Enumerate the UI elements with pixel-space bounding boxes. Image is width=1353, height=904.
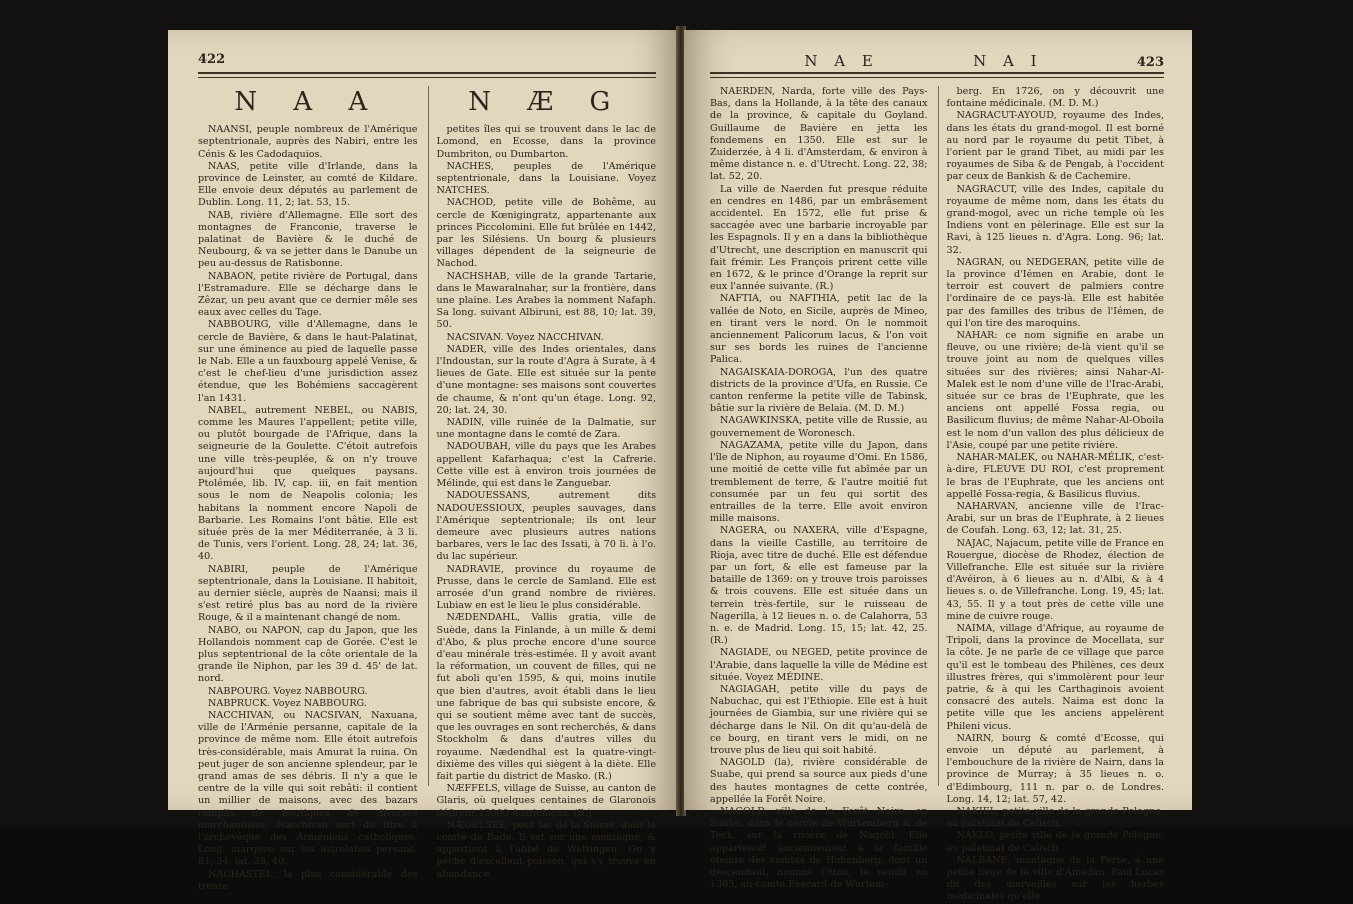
running-head-nai: N A I: [973, 52, 1043, 70]
dictionary-entry: NÆDENDAHL, Vallis gratia, ville de Suède, dans la Finlande, à un mille & demi d'Abo, & plus proche encore d'une source d'eau minérale très-estimée. Il y avoit avant la réformation, un couvent de filles, qui ne fut aboli qu'en 1595, & qui, moins inutile que bien d'autres, avoit établi dans le lieu une fabrique de bas qui subsiste encore, & qui se soutient même avec tant de succès, que les ouvrages en sont recherchés, & dans Stockholm & dans d'autres villes du royaume. Nædendhal est la quatre-vingt-dixième des villes qui siègent à la diète. Elle fait partie du district de Masko. (R.): [436, 612, 656, 782]
dictionary-entry: NALBANE, montagne de la Perse, à une petite lieue de la ville d'Amadan. Paul Lucas dit des merveilles sur les herbes médicinales qu'elle: [946, 854, 1164, 903]
dictionary-entry: NÆGELSEE, petit lac de la Suisse, dans le comté de Bade. Il est sur une montagne, & appartient à l'abbé de Wettingen. On y pêche d'excellent poisson, qui s'y trouve en abondance.: [436, 819, 656, 880]
right-page-columns: [710, 86, 1164, 903]
dictionary-entry: NAHARVAN, ancienne ville de l'Irac-Arabi, sur un bras de l'Euphrate, à 2 lieues de Coufah. Long. 63, 12; lat. 31, 25.: [946, 500, 1164, 537]
dictionary-entry: NABEL, autrement NEBEL, ou NABIS, comme les Maures l'appellent; petite ville, ou plutôt bourgade de l'Afrique, dans la seigneurie de la Goulette. C'étoit autrefois une ville très-peuplée, & on n'y trouve aujourd'hui que quelques paysans. Ptolémée, lib. IV, cap. iii, en fait mention sous le nom de Neapolis colonia; les habitans la nomment encore Napoli de Barbarie. Les Romains l'ont bâtie. Elle est située près de la mer Méditerranée, à 3 li. de Tunis, vers l'orient. Long. 28, 24; lat. 36, 40.: [198, 404, 418, 563]
left-page-number: 422: [198, 52, 226, 67]
dictionary-entry: NABPOURG. Voyez NABBOURG.: [208, 685, 368, 697]
dictionary-entry: NAKLO, petite ville de la grande Pologne, au palatinat de Calisch.: [946, 830, 1164, 854]
dictionary-entry: NADOUBAH, ville du pays que les Arabes appellent Kafarhaqua; c'est la Cafrerie. Cette ville est à environ trois journées de Mélinde, qui est dans le Zanguebar.: [436, 441, 656, 490]
entry-list: [947, 86, 1165, 904]
dictionary-entry: NABO, ou NAPON, cap du Japon, que les Hollandois nomment cap de Gorée. C'est le plus septentrional de la côte orientale de la grande île Niphon, par les 39 d. 45' de lat. nord.: [198, 624, 418, 685]
dictionary-entry: NAGERA, ou NAXERA, ville d'Espagne, dans la vieille Castille, au territoire de Rioja, avec titre de duché. Elle est défendue par un fort, & elle est fameuse par la bataille de 1369: on y trouve trois paroisses & trois couvens. Elle est située dans un terrein très-fertile, sur le ruisseau de Nagerilla, à 12 lieues n. o. de Calahorra, 53 n. e. de Madrid. Long. 15, 15; lat. 42, 25. (R.): [710, 525, 928, 647]
dictionary-entry: NADER, ville des Indes orientales, dans l'Indoustan, sur la route d'Agra à Surate, à 4 lieues de Gate. Elle est située sur la pente d'une montagne: ses maisons sont couvertes de chaume, & n'ont qu'un étage. Long. 92, 20; lat. 24, 30.: [436, 343, 656, 416]
left-page-col-2: [428, 86, 657, 880]
dictionary-entry: NAHAR: ce nom signifie en arabe un fleuve, ou une rivière; de-là vient qu'il se trouve joint au nom de quelques villes situées sur des rivières; ainsi Nahar-Al-Malek est le nom d'une ville de l'Irac-Arabi, située sur ce bras de l'Euphrate, que les anciens ont appellé Fossa regia, ou Basilicum fluvius; de même Nahar-Al-Oboila est le nom d'un vallon des plus délicieux de l'Asie, coupé par une petite rivière.: [946, 330, 1164, 451]
dictionary-entry: NACHASTEL, la plus considérable des trente: [198, 868, 418, 892]
section-heading-naeg: N Æ G: [468, 87, 625, 117]
left-running-head: [198, 52, 656, 74]
running-head-nae: N A E: [804, 52, 879, 70]
dictionary-entry: NAANSI, peuple nombreux de l'Amérique septentrionale, auprès des Nabiri, entre les Cénis & les Cadodaquios.: [198, 124, 418, 160]
dictionary-entry: NAIMA, village d'Afrique, au royaume de Tripoli, dans la province de Mocellata, sur la côte. Je ne parle de ce village que parce qu'il est le tombeau des Philènes, ces deux illustres frères, qui s'immolèrent pour leur patrie, & à qui les Carthaginois avoient consacré des autels. Naima est donc la petite ville que les anciens appelèrent Phileni vicus.: [946, 622, 1164, 732]
dictionary-entry: La ville de Naerden fut presque réduite en cendres en 1486, par un embrâsement accidentel. En 1572, elle fut prise & saccagée avec une barbarie incroyable par les Espagnols. Il y en a dans la bibliothèque d'Utrecht, une description en manuscrit qui fait frémir. Les François prirent cette ville en 1672, & le prince d'Orange la reprit sur eux l'année suivante. (R.): [710, 183, 928, 293]
dictionary-entry: NADRAVIE, province du royaume de Prusse, dans le cercle de Samland. Elle est arrosée d'un grand nombre de rivières. Lubiaw en est le lieu le plus considérable.: [436, 563, 656, 612]
right-page: [684, 30, 1192, 903]
dictionary-entry: NAB, rivière d'Allemagne. Elle sort des montagnes de Franconie, traverse le palatinat de Bavière & le duché de Neubourg, & va se jetter dans le Danube un peu au-dessus de Ratisbonne.: [198, 209, 418, 270]
entry-list: [710, 86, 928, 891]
dictionary-entry: NAGRACUT, ville des Indes, capitale du royaume de même nom, dans les états du grand-mogol, avec un riche temple où les Indiens vont en pèlerinage. Elle est sur la Ravi, à 125 lieues n. d'Agra. Long. 96; lat. 32.: [946, 183, 1164, 256]
left-page: [168, 30, 678, 892]
dictionary-entry: NAHAR-MALEK, ou NAHAR-MÉLIK, c'est-à-dire, FLEUVE DU ROI, c'est proprement le bras de l'Euphrate, que les anciens ont appellé Fossa-regia, & Basilicus fluvius.: [946, 452, 1164, 500]
dictionary-entry: NAFTIA, ou NAFTHIA, petit lac de la vallée de Noto, en Sicile, auprès de Mineo, en tirant vers le nord. On le nommoit anciennement Palicorum lacus, & l'on voit sur ses bords les ruines de l'ancienne Palica.: [710, 293, 928, 366]
right-page-col-1: [710, 86, 928, 891]
dictionary-entry: NAGOLD, ville de la Forêt Noire, en Suabe, dans le cercle de Wurtemberg & de Teck, sur la rivière de Nagold. Elle appartenoit anciennement à la famille éteinte des comtes de Hohenberg, dont un descendant, nommé Otton, la vendit en 1363, au comte Everard de Wurtem-: [710, 805, 928, 891]
dictionary-entry: NAIRN, bourg & comté d'Ecosse, qui envoie un député au parlement, à l'embouchure de la rivière de Nairn, dans la province de Murray; à 35 lieues n. o. d'Edimbourg, 111 n. par o. de Londres. Long. 14, 12; lat. 57, 42.: [946, 732, 1164, 805]
dictionary-entry: NAAS, petite ville d'Irlande, dans la province de Leinster, au comté de Kildare. Elle envoie deux députés au parlement de Dublin. Long. 11, 2; lat. 53, 15.: [198, 160, 418, 209]
dictionary-entry: NACSIVAN. Voyez NACCHIVAN.: [446, 331, 604, 343]
left-page-col-1: [198, 86, 418, 892]
dictionary-entry: NADIN, ville ruinée de la Dalmatie, sur une montagne dans le comté de Zara.: [436, 417, 656, 441]
dictionary-entry: NAGRAN, ou NEDGERAN, petite ville de la province d'Iémen en Arabie, dont le terroir est couvert de palmiers contre l'ordinaire de ce pays-là. Elle est habitée par des familles des tribus de l'Iémen, de qui l'on tire des maroquins.: [946, 256, 1164, 329]
right-page-col-2: [938, 86, 1165, 903]
dictionary-entry: NAGOLD (la), rivière considérable de Suabe, qui prend sa source aux pieds d'une des hautes montagnes de cette contrée, appellée la Forêt Noire.: [710, 757, 928, 805]
right-running-head: [710, 52, 1164, 74]
dictionary-entry: NAGIAGAH, petite ville du pays de Nabuchac, qui est l'Ethiopie. Elle est à huit journées de Giambia, sur une rivière qui se décharge dans le Nil. On dit qu'au-delà de ce bourg, en tirant vers le midi, on ne trouve plus de lieu qui soit habité.: [710, 683, 928, 756]
dictionary-entry: NAJAC, Najacum, petite ville de France en Rouergue, diocèse de Rhodez, élection de Villefranche. Elle est située sur la rivière d'Avéiron, à 6 lieues au n. d'Albi, & à 4 lieues s. o. de Villefranche. Long. 19, 45; lat. 43, 55. Il y a tout près de cette ville une mine de cuivre rouge.: [946, 537, 1164, 622]
dictionary-entry: NACCHIVAN, ou NACSIVAN, Naxuana, ville de l'Arménie persanne, capitale de la province de même nom. Elle étoit autrefois très-considérable, mais Amurat la ruina. On peut juger de son ancienne splendeur, par le grand amas de ses débris. Il n'y a que le centre de la ville qui soit rebâti: il contient un millier de maisons, avec des bazars remplis de boutiques de diverses marchandises. Nacchivan sert de titre à l'archevêque des Arméniens catholiques. Long. marquée sur les astrolabes persans, 81, 34; lat. 38, 40.: [198, 709, 418, 868]
dictionary-entry: NAKIEL, petite ville de la grande Pologne, au palatinat de Calisch.: [946, 805, 1164, 830]
entry-list: [437, 124, 657, 881]
entry-list: [198, 124, 418, 893]
left-page-columns: [198, 86, 656, 892]
dictionary-entry: NAGAISKAIA-DOROGA, l'un des quatre districts de la province d'Ufa, en Russie. Ce canton renferme la petite ville de Tabinsk, bâtie sur la rivière de Belaia. (M. D. M.): [710, 366, 928, 415]
head-rule: [710, 74, 1164, 78]
dictionary-entry: petites îles qui se trouvent dans le lac de Lomond, en Ecosse, dans la province Dumbriton, ou Dumbarton.: [436, 124, 656, 160]
dictionary-entry: NADOUESSANS, autrement dits NADOUESSIOUX, peuples sauvages, dans l'Amérique septentrionale; ils ont leur demeure avec plusieurs autres nations barbares, vers le lac des Issati, à 70 li. à l'o. du lac supérieur.: [436, 490, 656, 563]
dictionary-entry: NABPRUCK. Voyez NABBOURG.: [208, 697, 367, 709]
dictionary-entry: NACHES, peuples de l'Amérique septentrionale, dans la Louisiane. Voyez NATCHES.: [436, 160, 656, 197]
dictionary-entry: NABBOURG, ville d'Allemagne, dans le cercle de Bavière, & dans le haut-Palatinat, sur une éminence au pied de laquelle passe le Nab. Elle a un fauxbourg appelé Venise, & c'est le chef-lieu d'une jurisdiction assez étendue, que les Bohémiens saccagèrent l'an 1431.: [198, 319, 418, 404]
dictionary-entry: NAERDEN, Narda, forte ville des Pays-Bas, dans la Hollande, à la tête des canaux de la province, & capitale du Goyland. Guillaume de Bavière en jetta les fondemens en 1350. Elle est sur le Zuiderzée, à 4 li. d'Amsterdam, & environ à même distance n. e. d'Utrecht. Long. 22, 38; lat. 52, 20.: [710, 86, 928, 183]
dictionary-entry: NAGIADE, ou NEGED, petite province de l'Arabie, dans laquelle la ville de Médine est située. Voyez MÉDINE.: [710, 647, 928, 683]
dictionary-entry: NABIRI, peuple de l'Amérique septentrionale, dans la Louisiane. Il habitoit, au dernier siècle, auprès de Naansi; mais il s'est retiré plus bas au nord de la rivière Rouge, & il a maintenant changé de nom.: [198, 563, 418, 624]
dictionary-entry: NAGAWKINSKA, petite ville de Russie, au gouvernement de Woronesch.: [710, 415, 928, 439]
dictionary-entry: NÆFFELS, village de Suisse, au canton de Glaris, où quelques centaines de Glaronois défirent 15000 Autrichiens. (R.): [436, 783, 656, 819]
dictionary-entry: NACHOD, petite ville de Bohême, au cercle de Kœnigingratz, appartenante aux princes Piccolomini. Elle fut brûlée en 1442, par les Silésiens. Un bourg & plusieurs villages dépendent de la seigneurie de Nachod.: [436, 197, 656, 270]
dictionary-entry: berg. En 1726, on y découvrit une fontaine médicinale. (M. D. M.): [946, 86, 1164, 110]
dictionary-entry: NACHSHAB, ville de la grande Tartarie, dans le Mawaralnahar, sur la frontière, dans une plaine. Les Arabes la nomment Nafaph. Sa long. suivant Albiruni, est 88, 10; lat. 39, 50.: [436, 270, 656, 331]
head-rule: [198, 74, 656, 78]
dictionary-entry: NABAON, petite rivière de Portugal, dans l'Estramadure. Elle se décharge dans le Zêzar, un peu avant que ce dernier mêle ses eaux avec celles du Tage.: [198, 270, 418, 319]
dictionary-entry: NAGAZAMA, petite ville du Japon, dans l'île de Niphon, au royaume d'Omi. En 1586, une moitié de cette ville fut abîmée par un tremblement de terre, & l'autre moitié fut consumée par un feu qui sortit des entrailles de la terre. Elle avoit environ mille maisons.: [710, 439, 928, 525]
dictionary-entry: NAGRACUT-AYOUD, royaume des Indes, dans les états du grand-mogol. Il est borné au nord par le royaume du petit Tibet, à l'orient par le grand Tibet, au midi par les royaumes de Siba & de Pengab, à l'occident par ceux de Bankish & de Cachemire.: [946, 110, 1164, 183]
section-heading-naa: N A A: [234, 87, 382, 117]
right-page-number: 423: [1136, 55, 1164, 70]
